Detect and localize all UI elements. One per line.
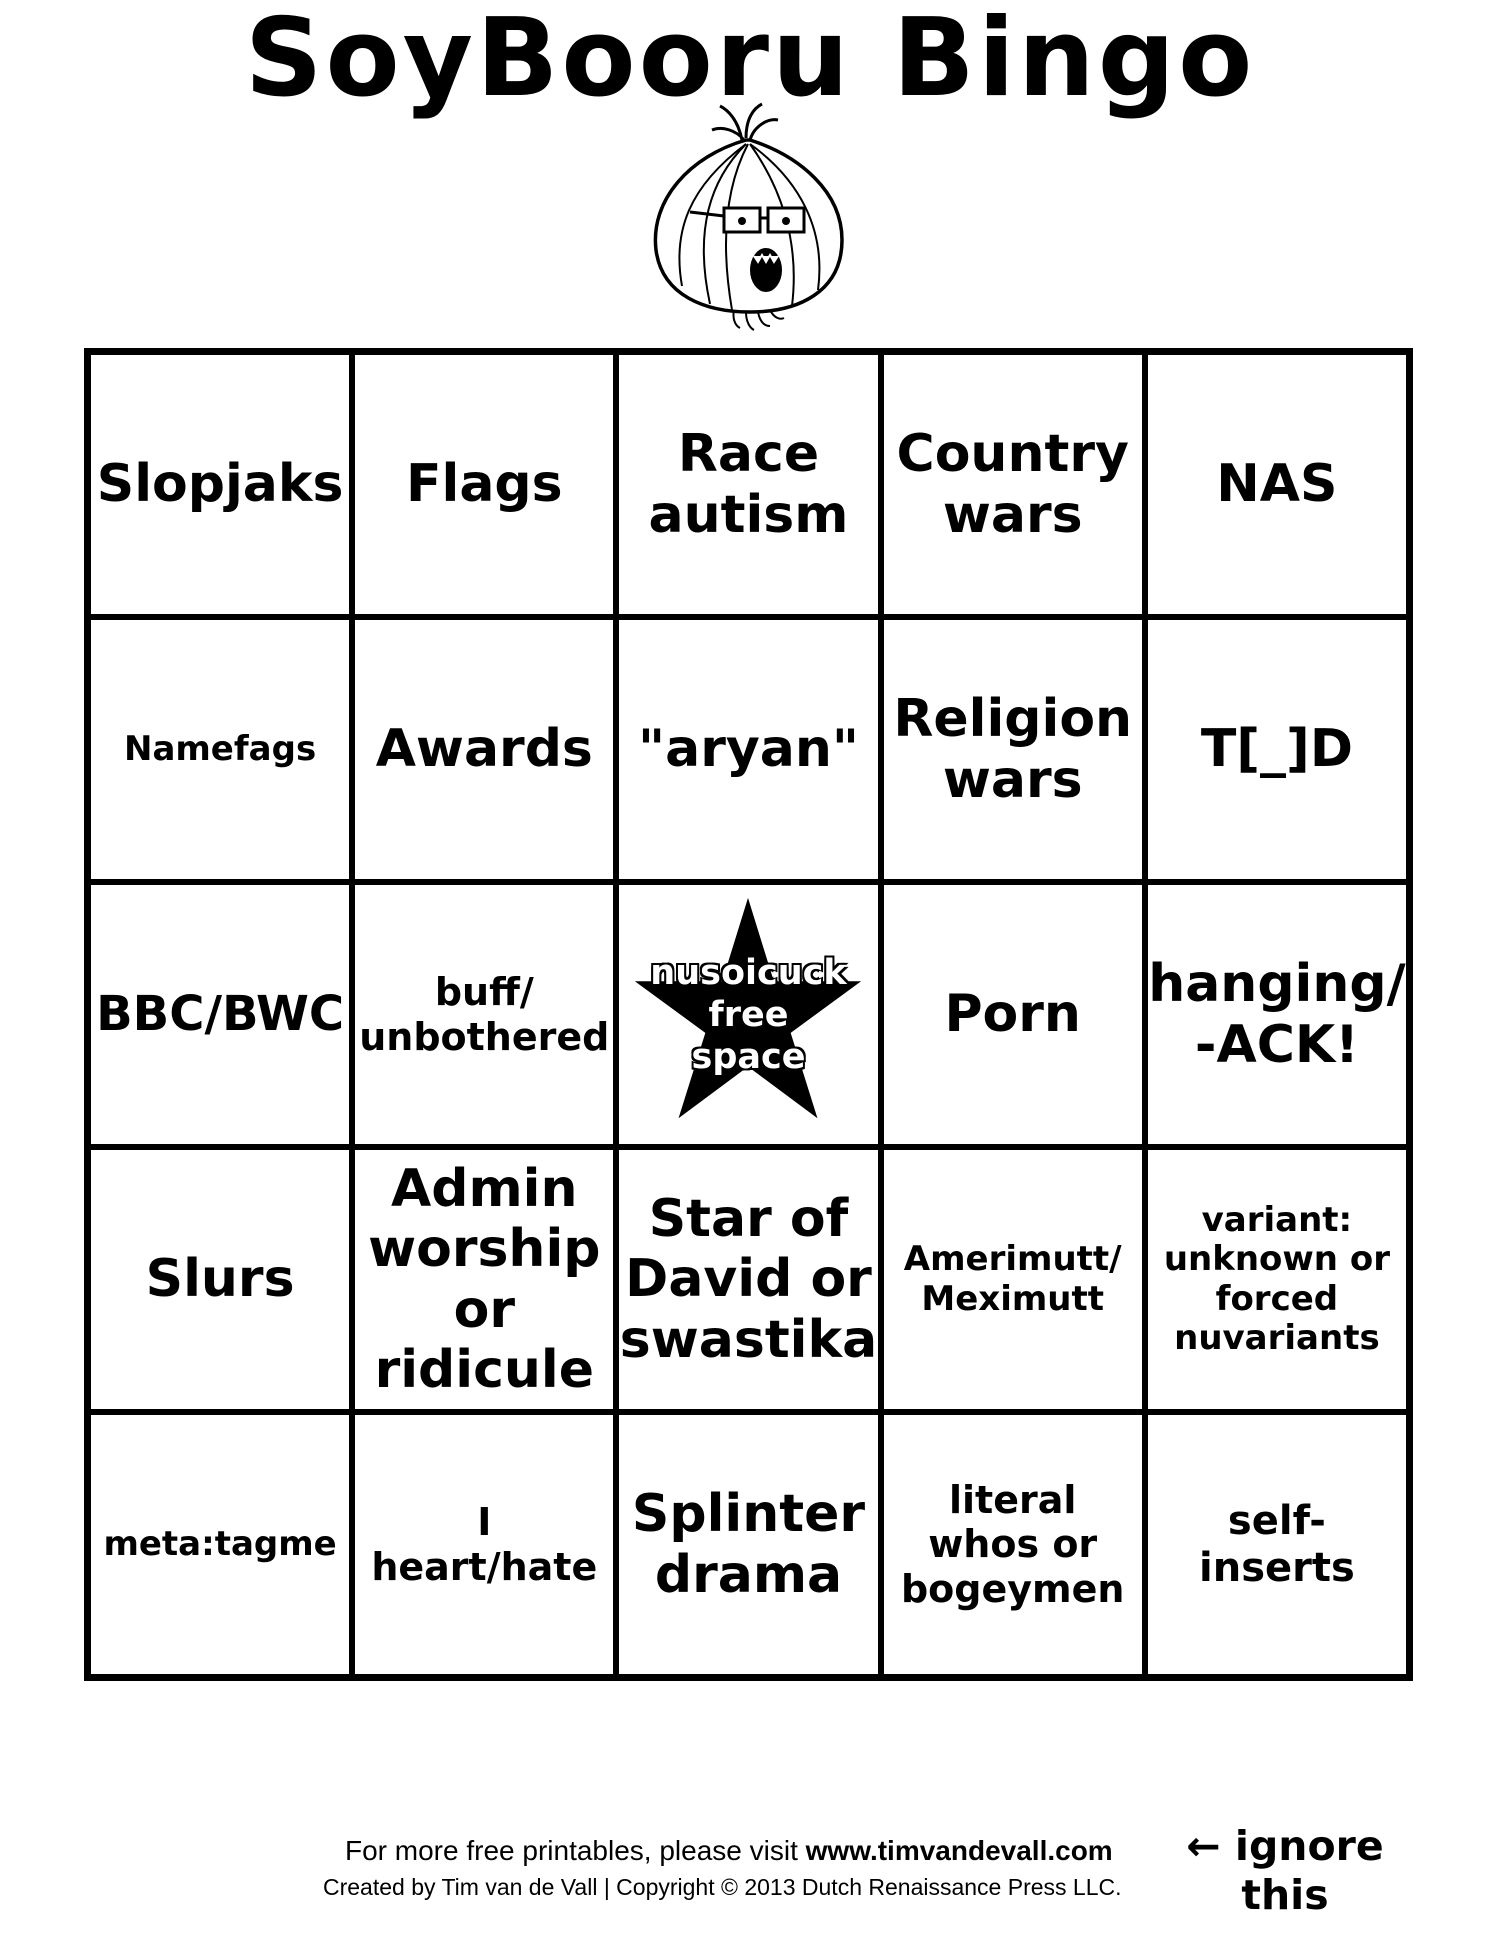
bingo-cell[interactable] <box>616 617 880 882</box>
cell-label: Namefags <box>123 728 317 769</box>
cell-label: buff/ unbothered <box>359 970 610 1059</box>
ignore-annotation <box>1185 1822 1385 1920</box>
bingo-cell[interactable] <box>88 1147 352 1412</box>
cell-label: Religion wars <box>893 689 1133 810</box>
cell-label: Race autism <box>648 424 849 545</box>
bingo-board <box>84 348 1413 1681</box>
bingo-cell[interactable] <box>881 882 1145 1147</box>
bingo-cell[interactable] <box>881 1147 1145 1412</box>
cell-label: literal whos or bogeymen <box>900 1478 1125 1611</box>
free-space-line: space <box>691 1036 806 1077</box>
bingo-cell[interactable] <box>881 352 1145 617</box>
bingo-cell[interactable] <box>1145 1147 1409 1412</box>
cell-label: NAS <box>1216 454 1338 515</box>
footer-copyright: Created by Tim van de Vall | Copyright © 2013 Dutch Renaissance Press LLC. <box>323 1874 1122 1900</box>
cell-label: hanging/ -ACK! <box>1148 954 1406 1075</box>
cell-label: Star of David or swastika <box>619 1189 878 1370</box>
cell-label: meta:tagme <box>103 1523 337 1564</box>
cell-label: Slopjaks <box>96 454 344 515</box>
bingo-cell[interactable] <box>616 1412 880 1677</box>
cell-label: self-inserts <box>1199 1498 1355 1591</box>
cell-label: T[_]D <box>1200 719 1353 780</box>
bingo-cell[interactable] <box>352 1412 616 1677</box>
bingo-cell[interactable] <box>1145 1412 1409 1677</box>
bingo-cell[interactable] <box>88 1412 352 1677</box>
cell-label: Flags <box>405 454 563 515</box>
annotation-line: ← ignore <box>1186 1822 1384 1870</box>
free-space-line: nusoicuck <box>650 952 847 993</box>
bingo-cell[interactable] <box>88 882 352 1147</box>
onion-soyjak-icon <box>650 100 850 332</box>
cell-label: Awards <box>375 719 593 780</box>
cell-label: Amerimutt/ Meximutt <box>903 1239 1122 1319</box>
bingo-cell[interactable] <box>616 352 880 617</box>
cell-label: I heart/hate <box>371 1500 598 1589</box>
bingo-cell[interactable] <box>616 1147 880 1412</box>
free-space-line: free <box>708 994 789 1035</box>
cell-label: Porn <box>944 984 1081 1045</box>
cell-label: Country wars <box>896 424 1129 545</box>
bingo-cell[interactable] <box>352 1147 616 1412</box>
bingo-cell[interactable] <box>88 352 352 617</box>
cell-label: variant: unknown or forced nuvariants <box>1163 1199 1390 1358</box>
cell-label: BBC/BWC <box>96 985 345 1042</box>
annotation-line: this <box>1241 1871 1329 1920</box>
footer-text: For more free printables, please visit <box>345 1835 806 1866</box>
bingo-cell[interactable] <box>1145 617 1409 882</box>
cell-label: Slurs <box>145 1249 295 1310</box>
footer-credit <box>345 1835 1113 1867</box>
cell-label: Splinter drama <box>631 1484 866 1605</box>
footer-link[interactable]: www.timvandevall.com <box>805 1835 1113 1866</box>
free-space-label <box>619 885 877 1144</box>
bingo-cell[interactable] <box>352 352 616 617</box>
page-title: SoyBooru Bingo <box>244 0 1256 121</box>
bingo-cell[interactable] <box>352 617 616 882</box>
bingo-cell[interactable] <box>881 617 1145 882</box>
bingo-cell[interactable] <box>1145 352 1409 617</box>
cell-label: Admin worship or ridicule <box>368 1158 601 1400</box>
bingo-cell[interactable] <box>881 1412 1145 1677</box>
bingo-cell[interactable] <box>88 617 352 882</box>
free-space-cell[interactable] <box>616 882 880 1147</box>
bingo-cell[interactable] <box>1145 882 1409 1147</box>
bingo-cell[interactable] <box>352 882 616 1147</box>
cell-label: "aryan" <box>638 719 859 780</box>
